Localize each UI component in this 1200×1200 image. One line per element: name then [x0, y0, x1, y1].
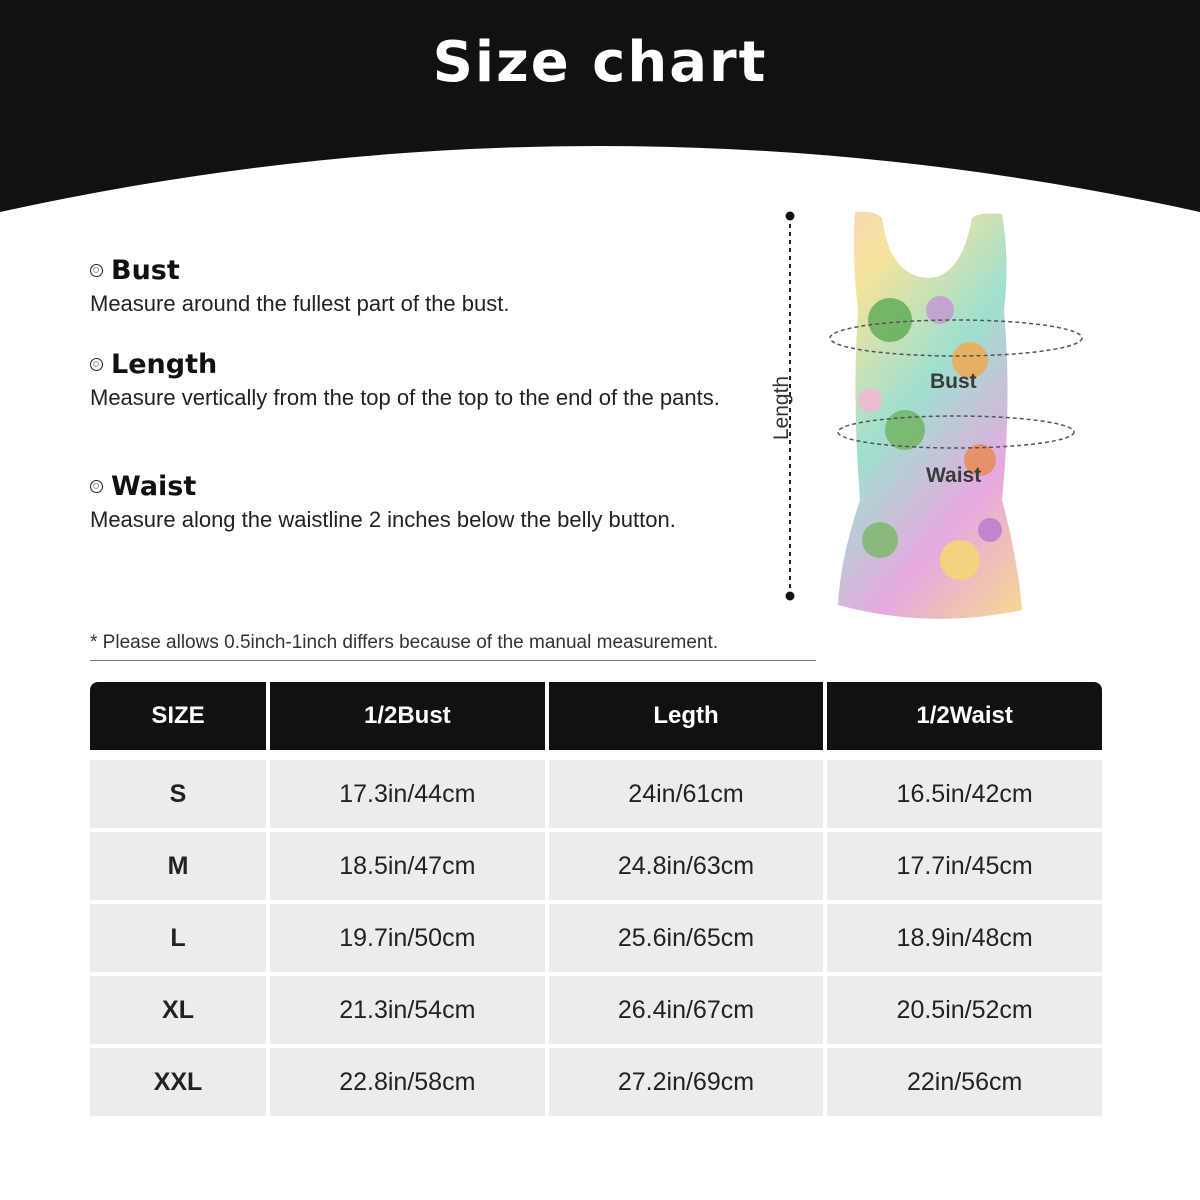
- size-cell: S: [90, 760, 266, 832]
- size-table: [86, 682, 1106, 1120]
- column-header: 1/2Waist: [827, 682, 1102, 750]
- waist-cell: 16.5in/42cm: [827, 760, 1102, 832]
- bullet-icon: [90, 264, 103, 277]
- table-row: [90, 832, 1102, 904]
- size-cell: L: [90, 904, 266, 976]
- waist-label: Waist: [926, 464, 982, 487]
- table-row: [90, 1048, 1102, 1120]
- measurement-note: * Please allows 0.5inch-1inch differs because of the manual measurement.: [90, 632, 816, 661]
- measurement-waist: [90, 471, 730, 533]
- size-cell: XXL: [90, 1048, 266, 1120]
- waist-cell: 18.9in/48cm: [827, 904, 1102, 976]
- bust-label: Bust: [930, 370, 977, 393]
- measurement-description: Measure vertically from the top of the top to the end of the pants.: [90, 385, 720, 410]
- measurement-length: [90, 349, 730, 411]
- length-cell: 24.8in/63cm: [549, 832, 824, 904]
- column-header: Legth: [549, 682, 824, 750]
- table-header-row: [90, 682, 1102, 750]
- measurement-title: Bust: [111, 255, 180, 286]
- bust-cell: 22.8in/58cm: [270, 1048, 545, 1120]
- waist-cell: 22in/56cm: [827, 1048, 1102, 1120]
- size-cell: XL: [90, 976, 266, 1048]
- waist-cell: 17.7in/45cm: [827, 832, 1102, 904]
- length-label: Length: [770, 375, 793, 441]
- bust-cell: 21.3in/54cm: [270, 976, 545, 1048]
- table-row: [90, 904, 1102, 976]
- bullet-icon: [90, 480, 103, 493]
- length-cell: 26.4in/67cm: [549, 976, 824, 1048]
- page-title: Size chart: [432, 30, 768, 95]
- length-cell: 24in/61cm: [549, 760, 824, 832]
- tank-top-illustration: [740, 200, 1120, 640]
- bullet-icon: [90, 358, 103, 371]
- table-row: [90, 976, 1102, 1048]
- tank-top-figure: [740, 200, 1120, 640]
- measurement-bust: [90, 255, 730, 317]
- bust-cell: 19.7in/50cm: [270, 904, 545, 976]
- table-spacer: [90, 750, 1102, 760]
- measurement-title: Waist: [111, 471, 197, 502]
- size-cell: M: [90, 832, 266, 904]
- measurement-description: Measure along the waistline 2 inches below the belly button.: [90, 507, 676, 532]
- waist-cell: 20.5in/52cm: [827, 976, 1102, 1048]
- bust-cell: 18.5in/47cm: [270, 832, 545, 904]
- table-row: [90, 760, 1102, 832]
- measurement-title: Length: [111, 349, 218, 380]
- length-cell: 27.2in/69cm: [549, 1048, 824, 1120]
- column-header: 1/2Bust: [270, 682, 545, 750]
- measurement-description: Measure around the fullest part of the bust.: [90, 291, 510, 316]
- bust-cell: 17.3in/44cm: [270, 760, 545, 832]
- length-cell: 25.6in/65cm: [549, 904, 824, 976]
- column-header: SIZE: [90, 682, 266, 750]
